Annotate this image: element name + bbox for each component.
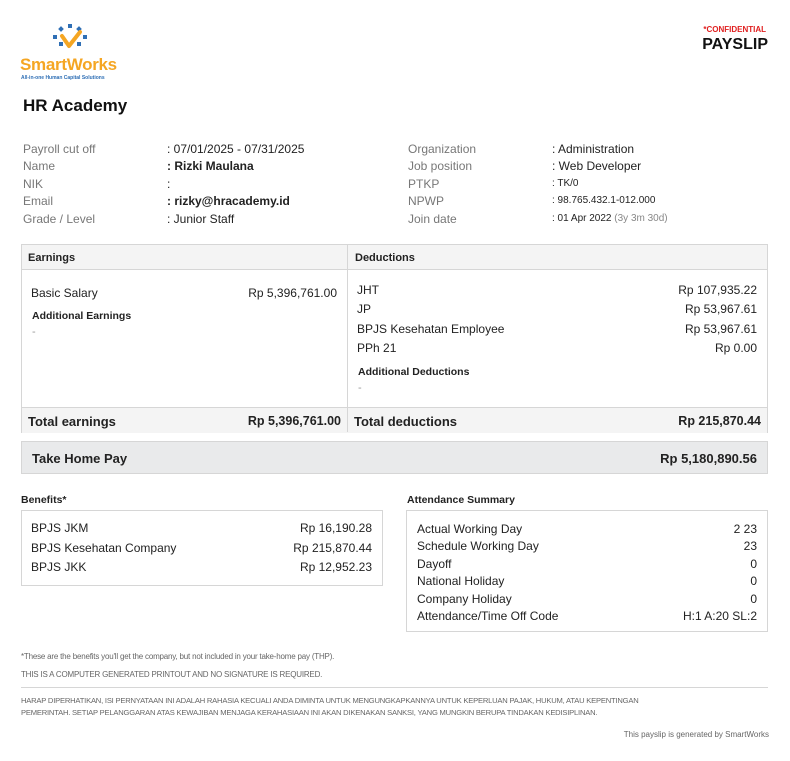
printout-note: THIS IS A COMPUTER GENERATED PRINTOUT AND NO SIGNATURE IS REQUIRED.: [21, 670, 323, 679]
pph21-amount: Rp 0.00: [714, 341, 757, 355]
jp-label: JP: [357, 302, 372, 316]
jht-label: JHT: [357, 283, 379, 297]
name-label: Name: [23, 159, 56, 173]
bpjs-jkk-amount: Rp 12,952.23: [299, 560, 372, 574]
schedule-working-day-label: Schedule Working Day: [417, 539, 539, 553]
grade-value: : Junior Staff: [167, 212, 235, 226]
attendance-box: [406, 510, 768, 632]
bpjs-kesehatan-company-amount: Rp 215,870.44: [293, 541, 372, 555]
job-position-value: : Web Developer: [552, 159, 642, 173]
basic-salary-amount: Rp 5,396,761.00: [248, 286, 337, 300]
attendance-code-label: Attendance/Time Off Code: [417, 609, 559, 623]
divider: [21, 687, 768, 688]
join-date-label: Join date: [408, 212, 457, 226]
join-date-value: : 01 Apr 2022 (3y 3m 30d): [552, 213, 668, 224]
actual-working-day-value: 2 23: [733, 522, 757, 536]
job-position-label: Job position: [408, 159, 473, 173]
additional-deductions-empty: -: [358, 382, 362, 394]
dayoff-value: 0: [750, 557, 757, 571]
generated-by: This payslip is generated by SmartWorks: [623, 730, 769, 739]
company-holiday-label: Company Holiday: [417, 592, 512, 606]
jp-amount: Rp 53,967.61: [684, 302, 757, 316]
additional-earnings-header: Additional Earnings: [32, 310, 132, 322]
pph21-label: PPh 21: [357, 341, 397, 355]
confidential-label: *CONFIDENTIAL: [703, 25, 766, 34]
take-home-pay-bar: [21, 441, 768, 474]
bpjs-jkm-amount: Rp 16,190.28: [299, 521, 372, 535]
schedule-working-day-value: 23: [743, 539, 757, 553]
attendance-header: Attendance Summary: [407, 494, 515, 506]
nik-label: NIK: [23, 177, 44, 191]
tenure-value: (3y 3m 30d): [614, 213, 668, 224]
payroll-cutoff-label: Payroll cut off: [23, 142, 96, 156]
payslip-title: PAYSLIP: [702, 36, 768, 53]
national-holiday-label: National Holiday: [417, 574, 505, 588]
name-value: : Rizki Maulana: [167, 159, 254, 173]
take-home-pay-amount: Rp 5,180,890.56: [660, 451, 757, 466]
smartworks-logo: [20, 24, 130, 80]
national-holiday-value: 0: [750, 574, 757, 588]
company-name: HR Academy: [23, 96, 128, 115]
additional-deductions-header: Additional Deductions: [358, 366, 470, 378]
total-earnings-label: Total earnings: [28, 414, 116, 429]
benefits-box: [21, 510, 383, 586]
attendance-code-value: H:1 A:20 SL:2: [682, 609, 757, 623]
benefit-note: *These are the benefits you'll get the company, but not included in your take-home pay (THP).: [21, 652, 335, 661]
email-value: : rizky@hracademy.id: [167, 194, 290, 208]
logo-wordmark: SmartWorks: [20, 55, 117, 74]
npwp-value: : 98.765.432.1-012.000: [552, 195, 656, 206]
smartworks-logo-icon: [50, 24, 90, 54]
additional-earnings-empty: -: [32, 326, 36, 338]
earnings-header: Earnings: [28, 252, 76, 264]
nik-value: :: [167, 177, 171, 191]
total-deductions-label: Total deductions: [354, 414, 458, 429]
ptkp-label: PTKP: [408, 177, 440, 191]
disclaimer-line-1: HARAP DIPERHATIKAN, ISI PERNYATAAN INI ADALAH RAHASIA KECUALI ANDA DIMINTA UNTUK MENGUNGKAPKANNYA UNTUK KEPERLUAN PAJAK, HUKUM, ATAU KEPENTINGAN: [21, 696, 639, 705]
company-holiday-value: 0: [750, 592, 757, 606]
ptkp-value: : TK/0: [552, 178, 579, 189]
grade-label: Grade / Level: [23, 212, 96, 226]
logo-tagline: All-in-one Human Capital Solutions: [21, 75, 105, 81]
total-deductions-amount: Rp 215,870.44: [678, 414, 761, 428]
basic-salary-label: Basic Salary: [31, 286, 98, 300]
actual-working-day-label: Actual Working Day: [417, 522, 523, 536]
dayoff-label: Dayoff: [417, 557, 452, 571]
organization-label: Organization: [408, 142, 477, 156]
column-divider: [347, 245, 348, 432]
disclaimer-line-2: PEMERINTAH. SETIAP PELANGGARAN ATAS KEWAJIBAN MENJAGA KERAHASIAAN INI AKAN DIKENAKAN SANKSI, YANG MUNGKIN BERUPA TINDAKAN KEDISIPLINAN.: [21, 708, 598, 717]
benefits-header: Benefits*: [21, 494, 67, 506]
payroll-cutoff-value: : 07/01/2025 - 07/31/2025: [167, 142, 305, 156]
bpjs-jkm-label: BPJS JKM: [31, 521, 89, 535]
bpjs-kesehatan-employee-amount: Rp 53,967.61: [684, 322, 757, 336]
organization-value: : Administration: [552, 142, 635, 156]
bpjs-kesehatan-employee-label: BPJS Kesehatan Employee: [357, 322, 505, 336]
deductions-header: Deductions: [355, 252, 415, 264]
npwp-label: NPWP: [408, 194, 444, 208]
total-earnings-amount: Rp 5,396,761.00: [247, 414, 341, 428]
jht-amount: Rp 107,935.22: [678, 283, 757, 297]
bpjs-kesehatan-company-label: BPJS Kesehatan Company: [31, 541, 177, 555]
earnings-deductions-table: [21, 244, 768, 433]
email-label: Email: [23, 194, 54, 208]
take-home-pay-label: Take Home Pay: [32, 451, 128, 466]
bpjs-jkk-label: BPJS JKK: [31, 560, 87, 574]
